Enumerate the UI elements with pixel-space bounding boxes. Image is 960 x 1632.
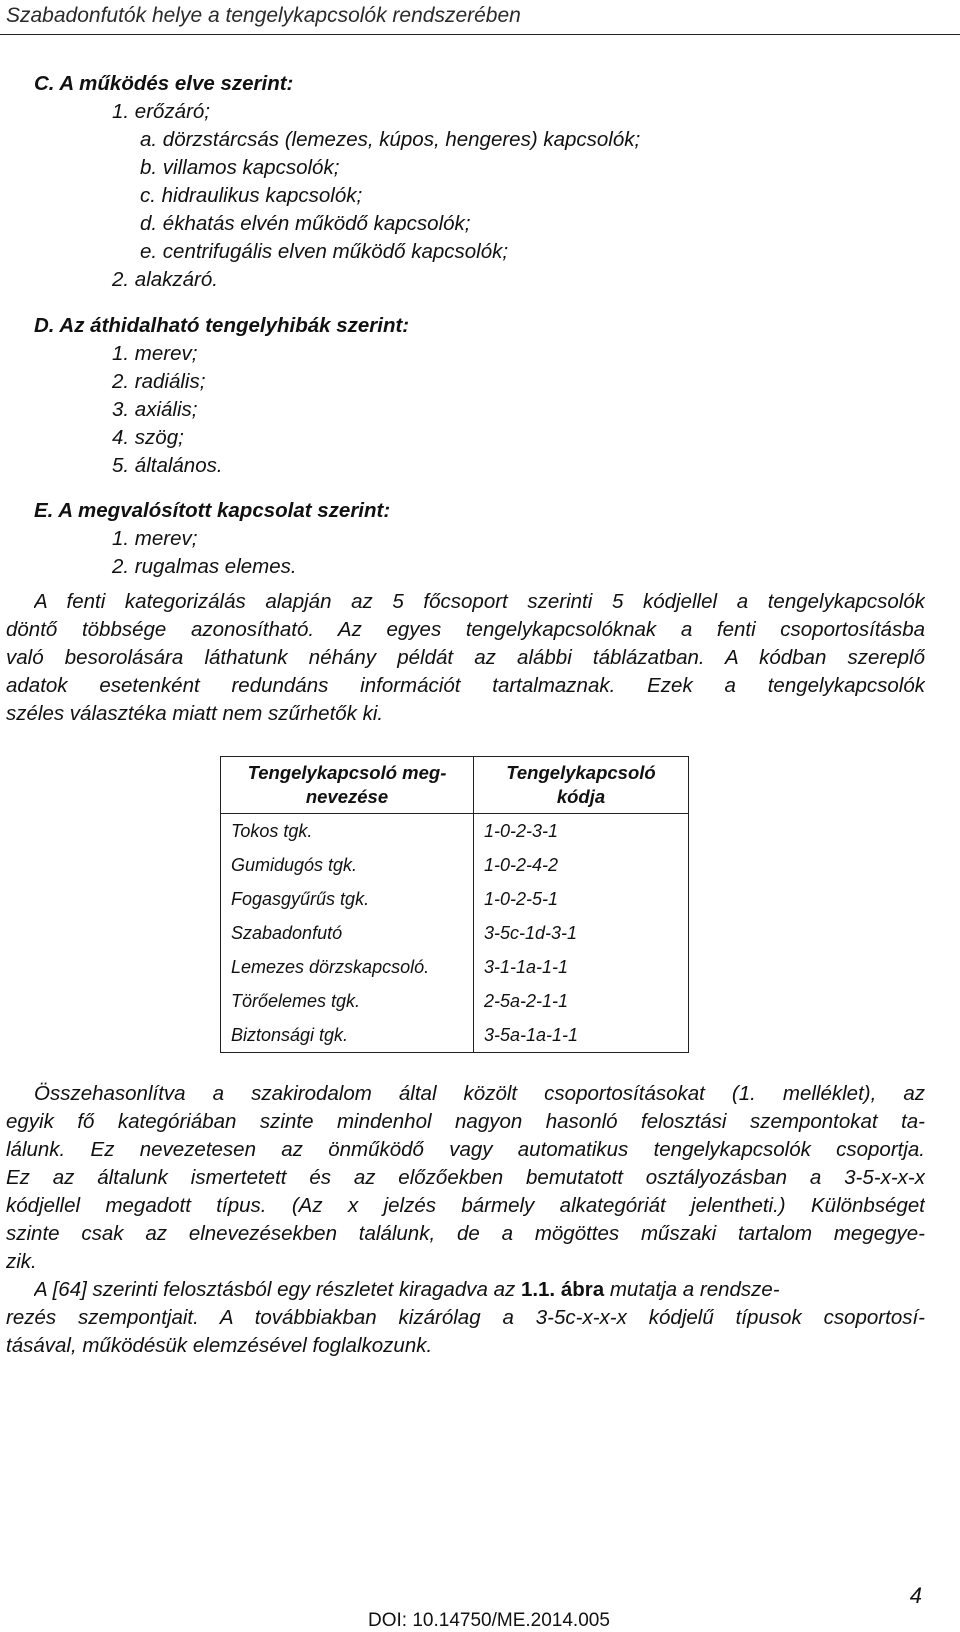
coupling-name: Lemezes dörzskapcsoló. <box>221 950 474 984</box>
paragraph-1-line: adatok esetenként redundáns információt tartalmaznak. Ezek a tengelykapcsolók <box>6 674 925 697</box>
paragraph-3-text: A [64] szerinti felosztásból egy részletet kiragadva az <box>34 1278 516 1301</box>
page-header <box>0 0 960 35</box>
list-item: 2. rugalmas elemes. <box>112 555 297 578</box>
column-header-code: Tengelykapcsoló kódja <box>474 757 689 814</box>
list-item: 1. merev; <box>112 527 198 550</box>
table-row <box>221 814 689 849</box>
section-c-heading: C. A működés elve szerint: <box>34 72 294 95</box>
coupling-code: 3-5a-1a-1-1 <box>474 1018 689 1053</box>
list-item: e. centrifugális elven működő kapcsolók; <box>140 240 509 263</box>
table-row <box>221 882 689 916</box>
paragraph-2-line: Összehasonlítva a szakirodalom által közölt csoportosításokat (1. melléklet), az <box>34 1082 925 1105</box>
coupling-name: Tokos tgk. <box>221 814 474 849</box>
paragraph-1-line: A fenti kategorizálás alapján az 5 főcsoport szerinti 5 kódjellel a tengelykapcsolók <box>34 590 925 613</box>
coupling-code: 3-5c-1d-3-1 <box>474 916 689 950</box>
list-item: 1. merev; <box>112 342 198 365</box>
paragraph-2-line: szinte csak az elnevezésekben találunk, de a mögöttes műszaki tartalom megegye- <box>6 1222 925 1245</box>
figure-reference: 1.1. ábra <box>520 1278 605 1301</box>
list-item: 5. általános. <box>112 454 223 477</box>
table-row <box>221 1018 689 1053</box>
coupling-code-table <box>220 756 689 1053</box>
list-item: a. dörzstárcsás (lemezes, kúpos, hengeres) kapcsolók; <box>140 128 641 151</box>
coupling-name: Törőelemes tgk. <box>221 984 474 1018</box>
section-d-heading: D. Az áthidalható tengelyhibák szerint: <box>34 314 410 337</box>
list-item: 1. erőzáró; <box>112 100 210 123</box>
paragraph-3-line: rezés szempontjait. A továbbiakban kizárólag a 3-5c-x-x-x kódjelű típusok csoportosí- <box>6 1306 925 1329</box>
coupling-name: Szabadonfutó <box>221 916 474 950</box>
section-e-heading: E. A megvalósított kapcsolat szerint: <box>34 499 391 522</box>
paragraph-2-line: kódjellel megadott típus. (Az x jelzés bármely alkategóriát jelentheti.) Különbséget <box>6 1194 925 1217</box>
paragraph-2-line: egyik fő kategóriában szinte mindenhol nagyon hasonló felosztási szempontokat ta- <box>6 1110 925 1133</box>
table-row <box>221 848 689 882</box>
coupling-name: Fogasgyűrűs tgk. <box>221 882 474 916</box>
list-item: d. ékhatás elvén működő kapcsolók; <box>140 212 471 235</box>
paragraph-3-text: mutatja a rendsze- <box>609 1278 780 1301</box>
coupling-name: Biztonsági tgk. <box>221 1018 474 1053</box>
paragraph-2-line: zik. <box>6 1250 37 1273</box>
coupling-code: 2-5a-2-1-1 <box>474 984 689 1018</box>
list-item: c. hidraulikus kapcsolók; <box>140 184 363 207</box>
header-title: Szabadonfutók helye a tengelykapcsolók rendszerében <box>6 4 521 27</box>
paragraph-1-line: széles választéka miatt nem szűrhetők ki. <box>6 702 384 725</box>
list-item: b. villamos kapcsolók; <box>140 156 340 179</box>
coupling-code: 1-0-2-3-1 <box>474 814 689 849</box>
column-header-name: Tengelykapcsoló meg-nevezése <box>221 757 474 814</box>
table-row <box>221 984 689 1018</box>
list-item: 2. alakzáró. <box>112 268 218 291</box>
table-row <box>221 916 689 950</box>
paragraph-2-line: lálunk. Ez nevezetesen az önműködő vagy automatikus tengelykapcsolók csoportja. <box>6 1138 925 1161</box>
table-row <box>221 950 689 984</box>
table-header-row <box>221 757 689 814</box>
coupling-code: 1-0-2-5-1 <box>474 882 689 916</box>
paragraph-1-line: való besorolására láthatunk néhány példát az alábbi táblázatban. A kódban szereplő <box>6 646 925 669</box>
page-number: 4 <box>909 1583 922 1608</box>
list-item: 4. szög; <box>112 426 184 449</box>
list-item: 3. axiális; <box>112 398 198 421</box>
list-item: 2. radiális; <box>112 370 206 393</box>
paragraph-3-line <box>34 1277 925 1303</box>
paragraph-1-line: döntő többsége azonosítható. Az egyes tengelykapcsolóknak a fenti csoportosításba <box>6 618 925 641</box>
coupling-name: Gumidugós tgk. <box>221 848 474 882</box>
doi-footer: DOI: 10.14750/ME.2014.005 <box>368 1610 610 1631</box>
paragraph-2-line: Ez az általunk ismertetett és az előzőekben bemutatott osztályozásban a 3-5-x-x-x <box>6 1166 925 1189</box>
paragraph-3-line: tásával, működésük elemzésével foglalkozunk. <box>6 1334 433 1357</box>
coupling-code: 1-0-2-4-2 <box>474 848 689 882</box>
coupling-code: 3-1-1a-1-1 <box>474 950 689 984</box>
